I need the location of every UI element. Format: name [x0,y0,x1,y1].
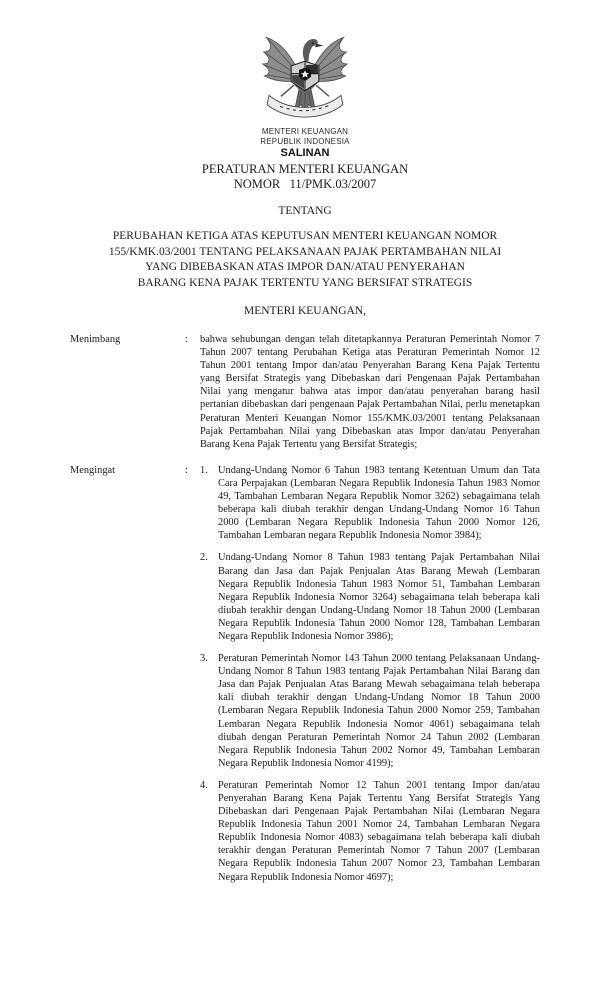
menimbang-colon: : [185,334,188,345]
menimbang-label: Menimbang [70,334,121,345]
document-header [70,28,540,318]
item-text: Undang-Undang Nomor 8 Tahun 1983 tentang Pajak Pertambahan Nilai Barang dan Jasa dan Pajak Penjualan Atas Barang Mewah (Lembaran Negara Republik Indonesia Tahun 1983 Nomor 51, Tambahan Lembaran Negara Republik Indonesia Nomor 3264) sebagaimana telah beberapa kali diubah terakhir dengan Undang-Undang Nomor 18 Tahun 2000 (Lembaran Negara Republik Indonesia Tahun 2000 Nomor 128, Tambahan Lembaran Negara Republik Indonesia Nomor 3986); [218,552,540,642]
item-number: 1. [200,464,208,476]
item-text: Peraturan Pemerintah Nomor 143 Tahun 2000 tentang Pelaksanaan Undang-Undang Nomor 8 Tahun 1983 tentang Pajak Pertambahan Nilai Barang dan Jasa dan Pajak Penjualan Atas Barang Mewah sebagaimana telah beberapa kali diubah terakhir dengan Undang-Undang Nomor 18 Tahun 2000 (Lembaran Negara Republik Indonesia Tahun 2000 Nomor 259, Tambahan Lembaran Negara Republik Indonesia Nomor 4061) sebagaimana telah diubah dengan Peraturan Pemerintah Nomor 24 Tahun 2002 (Lembaran Negara Republik Indonesia Tahun 2002 Nomor 49, Tambahan Lembaran Negara Republik Indonesia Nomor 4199); [218,653,540,769]
title-line-2: 155/KMK.03/2001 TENTANG PELAKSANAAN PAJAK PERTAMBAHAN NILAI [108,245,502,258]
item-number: 4. [200,779,208,791]
title-line-3: YANG DIBEBASKAN ATAS IMPOR DAN/ATAU PENYERAHAN [145,261,465,273]
item-number: 3. [200,653,208,665]
mengingat-colon: : [185,464,188,476]
garuda-pancasila-emblem [70,28,540,124]
issuer-line: MENTERI KEUANGAN, [243,305,366,317]
item-text: Peraturan Pemerintah Nomor 12 Tahun 2001 tentang Impor dan/atau Penyerahan Barang Kena Pajak Tertentu Yang Bersifat Strategis Yang Dibebaskan dari Pengenaan Pajak Pertambahan Nilai (Lembaran Negara Republik Indonesia Tahun 2001 Nomor 24, Tambahan Lembaran Negara Republik Indonesia Nomor 4083) sebagaimana telah beberapa kali diubah terakhir dengan Peraturan Pemerintah Nomor 7 Tahun 2007 (Lembaran Negara Republik Indonesia Tahun 2007 Nomor 23, Tambahan Lembaran Negara Republik Indonesia Nomor 4697); [218,779,540,883]
regulation-number: NOMOR 11/PMK.03/2007 [233,176,377,191]
title-line-1: PERUBAHAN KETIGA ATAS KEPUTUSAN MENTERI KEUANGAN NOMOR [112,230,498,242]
republic-name: REPUBLIK INDONESIA [260,136,350,146]
tentang-label: TENTANG [278,205,332,217]
menimbang-section [70,333,540,451]
mengingat-label: Mengingat [70,464,116,476]
ministry-name: MENTERI KEUANGAN [261,127,349,136]
legal-reference-item [200,551,540,643]
item-number: 2. [200,552,208,564]
legal-reference-item [200,464,540,543]
title-line-4: BARANG KENA PAJAK TERTENTU YANG BERSIFAT STRATEGIS [137,276,473,289]
legal-reference-item [200,652,540,770]
garuda-eagle-icon [258,28,352,124]
regulation-type: PERATURAN MENTERI KEUANGAN [201,162,409,176]
legal-reference-item [200,779,540,884]
document-title [70,229,540,291]
salinan-label: SALINAN [280,147,330,159]
mengingat-list [200,464,540,884]
mengingat-section [70,464,540,884]
item-text: Undang-Undang Nomor 6 Tahun 1983 tentang Ketentuan Umum dan Tata Cara Perpajakan (Lembaran Negara Republik Indonesia Tahun 1983 Nomor 49, Tambahan Lembaran Negara Republik Nomor 3262) sebagaimana telah beberapa kali diubah terakhir dengan Undang-Undang Nomor 16 Tahun 2000 (Lembaran Negara Republik Indonesia Tahun 2000 Nomor 126, Tambahan Lembaran negara Republik Indonesia Nomor 3984); [218,464,540,542]
menimbang-text: bahwa sehubungan dengan telah ditetapkannya Peraturan Pemerintah Nomor 7 Tahun 2007 tentang Perubahan Ketiga atas Peraturan Pemerintah Nomor 12 Tahun 2001 tentang Impor dan/atau Penyerahan Barang Kena Pajak Tertentu yang Bersifat Strategis yang Dibebaskan dari Pengenaan Pajak Pertambahan Nilai yang mengatur bahwa atas impor dan/atau penyerahan barang hasil pertanian dibebaskan dari pengenaan Pajak Pertambahan Nilai, perlu menetapkan Peraturan Menteri Keuangan Nomor 155/KMK.03/2001 tentang Pelaksanaan Pajak Pertambahan Nilai yang Dibebaskan atas Impor dan/atau Penyerahan Barang Kena Pajak Tertentu yang Bersifat Strategis; [200,334,540,450]
